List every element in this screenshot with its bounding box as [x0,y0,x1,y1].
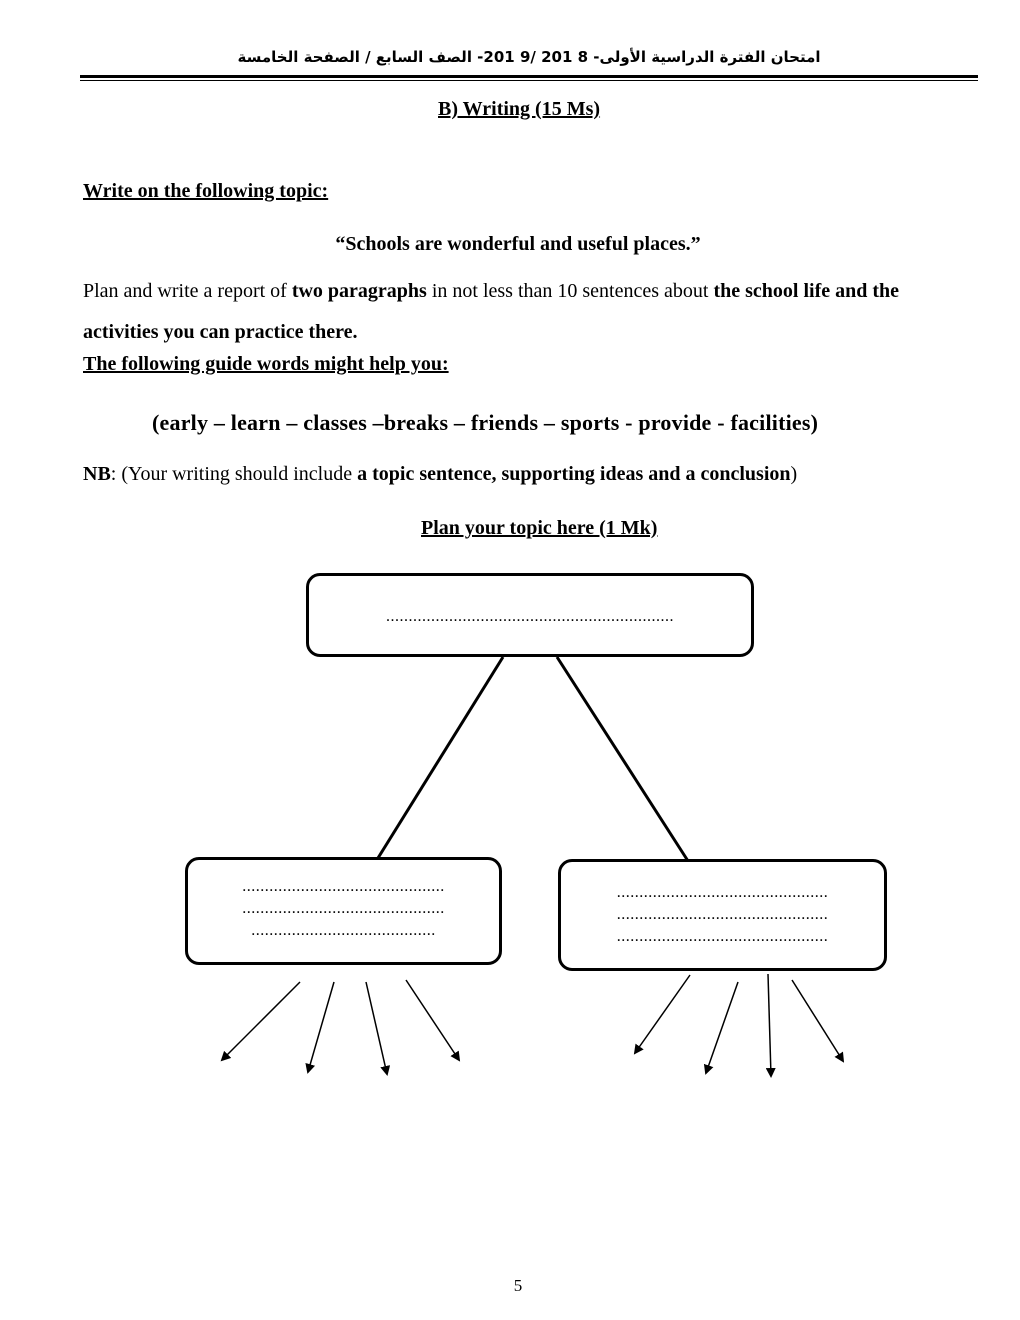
task-bold-2: the school life and the activities you can practice there. [83,280,900,343]
paragraph-1-dots-line: ......................................... [251,922,436,939]
arrow-left-4 [406,980,459,1060]
main-idea-dots: ................................................................ [386,608,674,625]
paragraph-2-dots-line: ............................................... [616,928,829,945]
guide-words: (early – learn – classes –breaks – friends – sports - provide - facilities) [152,410,819,435]
paragraph-2-box[interactable] [558,859,887,971]
paragraph-1-box[interactable] [185,857,502,965]
arrow-left-2 [308,982,334,1072]
paragraph-2-dots-line: ............................................... [616,906,829,923]
task-bold-1: two paragraphs [291,280,427,302]
arrow-left-3 [366,982,387,1074]
paragraph-1-dots-line: ............................................. [242,900,445,917]
page-number: 5 [513,1276,523,1295]
paragraph-1-dots-line: ............................................. [242,878,445,895]
main-idea-box[interactable] [306,573,754,657]
nb-bold: a topic sentence, supporting ideas and a conclusion [357,463,791,485]
topic-quote: “Schools are wonderful and useful places.” [335,233,701,255]
connector-line-left [378,657,503,858]
exam-header: امتحان الفترة الدراسية الأولى- 8 201 /9 201- الصف السابع / الصفحة الخامسة [237,48,821,66]
task-text-1: Plan and write a report of [83,280,292,302]
plan-title: Plan your topic here (1 Mk) [421,517,658,539]
task-text-2: in not less than 10 sentences about [426,280,714,302]
nb-label: NB [83,463,111,485]
arrow-right-4 [792,980,843,1061]
arrow-right-3 [768,974,771,1076]
nb-text-2: ) [790,463,798,485]
guide-words-title: The following guide words might help you: [83,353,449,375]
arrow-right-2 [706,982,738,1073]
arrow-right-1 [635,975,690,1053]
connector-line-right [557,657,688,861]
arrow-left-1 [222,982,300,1060]
section-title: B) Writing (15 Ms) [438,98,601,120]
topic-instruction: Write on the following topic: [83,180,329,202]
paragraph-2-dots-line: ............................................... [616,884,829,901]
nb-text-1: : (Your writing should include [110,463,358,485]
